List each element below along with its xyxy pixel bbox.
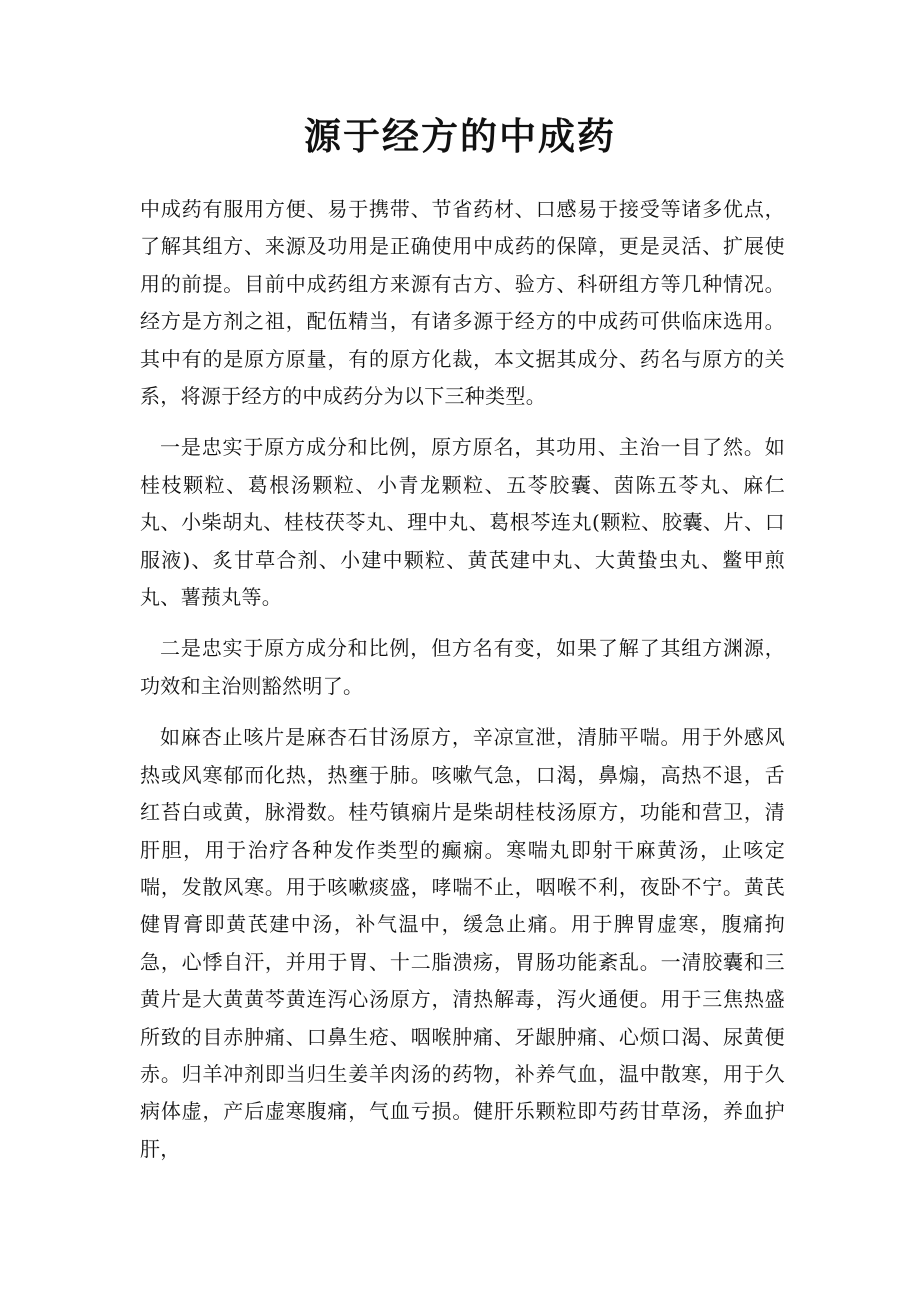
document-title: 源于经方的中成药 xyxy=(304,114,616,158)
paragraph-type-one: 一是忠实于原方成分和比例，原方原名，其功用、主治一目了然。如桂枝颗粒、葛根汤颗粒、小青龙颗粒、五苓胶囊、茵陈五苓丸、麻仁丸、小柴胡丸、桂枝茯苓丸、理中丸、葛根芩连丸(颗粒、胶囊、片、口服液)、炙甘草合剂、小建中颗粒、黄芪建中丸、大黄蛰虫丸、鳖甲煎丸、薯蓣丸等。 xyxy=(140,435,785,610)
paragraph-type-two: 二是忠实于原方成分和比例，但方名有变，如果了解了其组方渊源，功效和主治则豁然明了。 xyxy=(140,636,785,698)
paragraph-examples: 如麻杏止咳片是麻杏石甘汤原方，辛凉宣泄，清肺平喘。用于外感风热或风寒郁而化热，热壅于肺。咳嗽气急，口渴，鼻煽，高热不退，舌红苔白或黄，脉滑数。桂芍镇痫片是柴胡桂枝汤原方，功能和营卫，清肝胆，用于治疗各种发作类型的癫痫。寒喘丸即射干麻黄汤，止咳定喘，发散风寒。用于咳嗽痰盛，哮喘不止，咽喉不利，夜卧不宁。黄芪健胃膏即黄芪建中汤，补气温中，缓急止痛。用于脾胃虚寒，腹痛拘急，心悸自汗，并用于胃、十二脂溃疡，胃肠功能紊乱。一清胶囊和三黄片是大黄黄芩黄连泻心汤原方，清热解毒，泻火通便。用于三焦热盛所致的目赤肿痛、口鼻生疮、咽喉肿痛、牙龈肿痛、心烦口渴、尿黄便赤。归羊冲剂即当归生姜羊肉汤的药物，补养气血，温中散寒，用于久病体虚，产后虚寒腹痛，气血亏损。健肝乐颗粒即芍药甘草汤，养血护肝， xyxy=(140,725,785,1161)
document-body xyxy=(140,191,785,1168)
paragraph-intro: 中成药有服用方便、易于携带、节省药材、口感易于接受等诸多优点，了解其组方、来源及功用是正确使用中成药的保障，更是灵活、扩展使用的前提。目前中成药组方来源有古方、验方、科研组方等几种情况。经方是方剂之祖，配伍精当，有诸多源于经方的中成药可供临床选用。其中有的是原方原量，有的原方化裁，本文据其成分、药名与原方的关系，将源于经方的中成药分为以下三种类型。 xyxy=(140,197,785,409)
